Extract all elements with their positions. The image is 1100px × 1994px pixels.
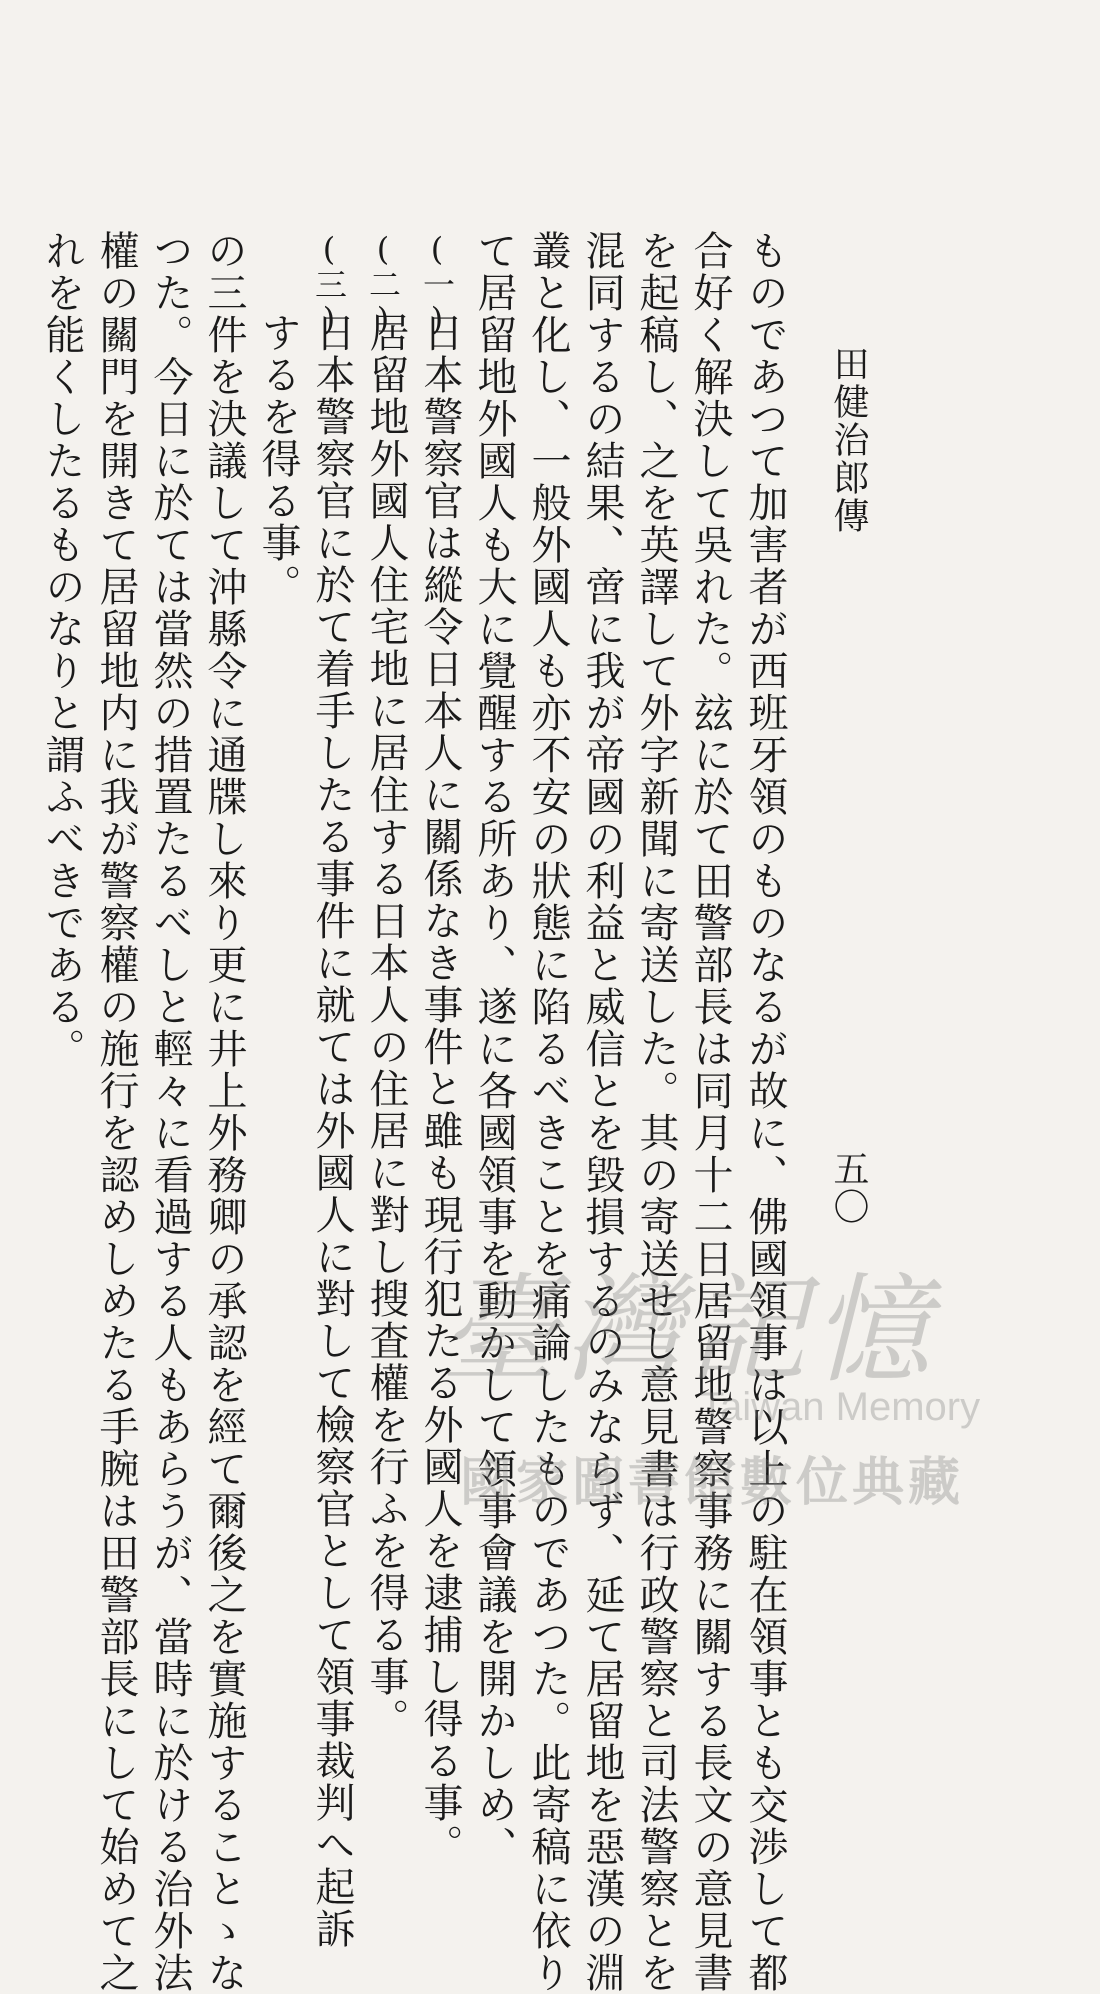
list-marker-1: (一) [418, 230, 456, 338]
list-marker-3: (三) [310, 230, 348, 338]
text-column-3: を起稿し、之を英譯して外字新聞に寄送した。其の寄送せし意見書は行政警察と司法警察とを [633, 230, 679, 1994]
text-column-1: ものであつて加害者が西班牙領のものなるが故に、佛國領事は以上の駐在領事とも交渉して都 [742, 230, 788, 1994]
text-column-14: れを能くしたるものなりと謂ふべきである。 [39, 230, 85, 1070]
page-number: 五〇 [828, 1150, 869, 1226]
watermark-subtitle: Taiwan Memory [700, 1385, 981, 1429]
text-column-11: の三件を決議して沖縣令に通牒し來り更に井上外務卿の承認を經て爾後之を實施することゝな [201, 230, 247, 1994]
text-column-12: つた。今日に於ては當然の措置たるべしと輕々に看過する人もあらうが、當時に於ける治外法 [147, 230, 193, 1994]
text-column-6: て居留地外國人も大に覺醒する所あり、遂に各國領事を動かして領事會議を開かしめ、 [471, 230, 517, 1868]
text-column-9: 日本警察官に於て着手したる事件に就ては外國人に對して檢察官として領事裁判へ起訴 [309, 312, 355, 1950]
text-column-2: 合好く解決して吳れた。玆に於て田警部長は同月十二日居留地警察事務に關する長文の意見書 [687, 230, 733, 1994]
text-column-5: 叢と化し、一般外國人も亦不安の狀態に陷るべきことを痛論したものであつた。此寄稿に依り [525, 230, 571, 1994]
watermark-library: 國家圖書館數位典藏 [460, 1454, 965, 1512]
running-title: 田健治郎傳 [828, 345, 869, 535]
text-column-13: 權の關門を開きて居留地内に我が警察權の施行を認めしめたる手腕は田警部長にして始めて之 [93, 230, 139, 1994]
text-column-4: 混同するの結果、啻に我が帝國の利益と威信とを毀損するのみならず、延て居留地を惡漢の淵 [579, 230, 625, 1994]
text-column-8: 居留地外國人住宅地に居住する日本人の住居に對し搜査權を行ふを得る事。 [363, 312, 409, 1740]
list-marker-2: (二) [364, 230, 402, 338]
text-column-7: 日本警察官は縱令日本人に關係なき事件と雖も現行犯たる外國人を逮捕し得る事。 [417, 312, 463, 1866]
text-column-10: するを得る事。 [255, 312, 301, 606]
watermark-title: 臺灣記憶 [440, 1261, 937, 1399]
